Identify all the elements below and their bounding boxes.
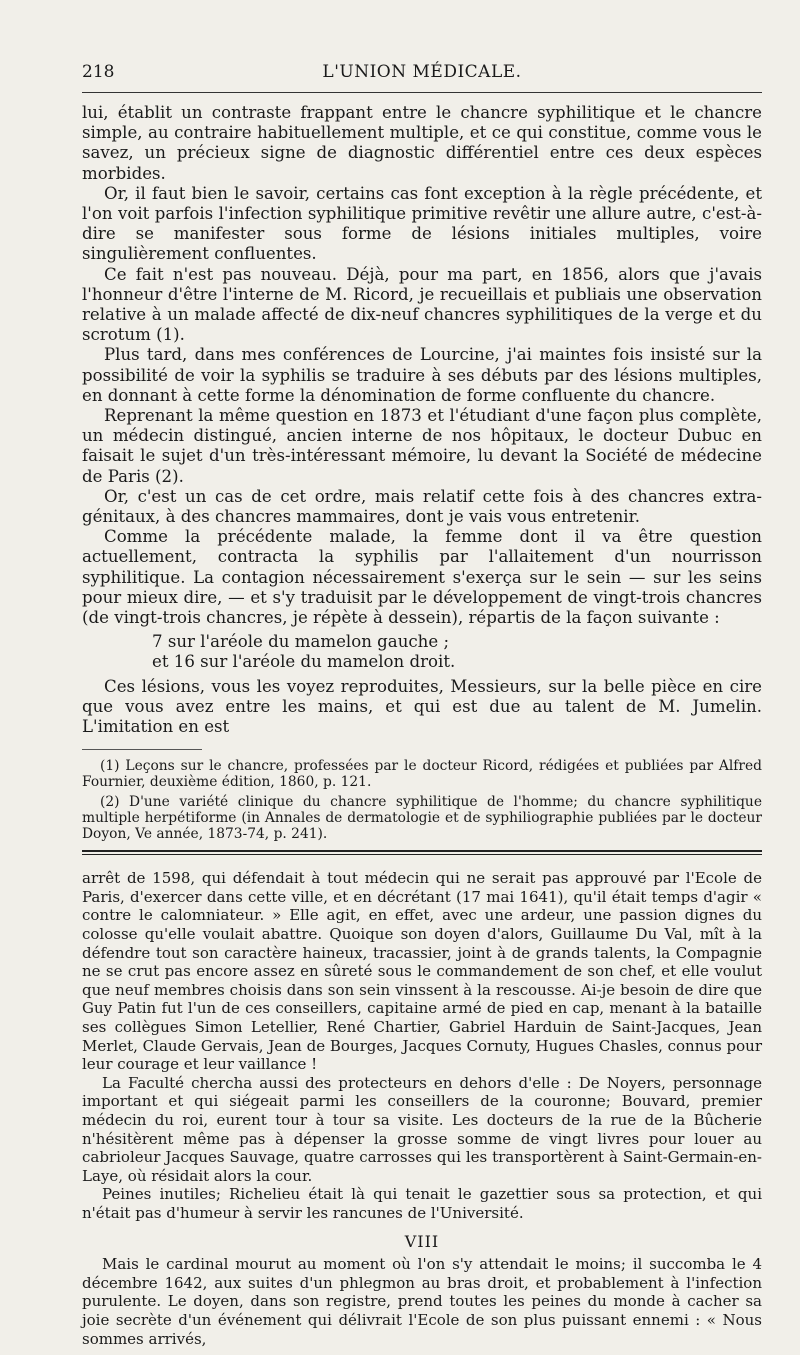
footnote-rule [82, 749, 202, 750]
feuilleton-text [82, 869, 762, 1348]
page [82, 62, 762, 1348]
paragraph: Peines inutiles; Richelieu était là qui tenait le gazettier sous sa protection, et qui n'était pas d'humeur à servir les rancunes de l'Université. [82, 1185, 762, 1222]
page-number: 218 [82, 62, 115, 82]
list-item: et 16 sur l'aréole du mamelon droit. [152, 652, 456, 672]
running-header [82, 62, 762, 93]
footnote: (1) Leçons sur le chancre, professées par le docteur Ricord, rédigées et publiées par Alfred Fournier, deuxième édition, 1860, p. 121. [82, 758, 762, 791]
paragraph: Ces lésions, vous les voyez reproduites, Messieurs, sur la belle pièce en cire que vous avez entre les mains, et qui est due au talent de M. Jumelin. L'imitation en est [82, 676, 762, 737]
footnote: (2) D'une variété clinique du chancre syphilitique de l'homme; du chancre syphilitique multiple herpétiforme (in Annales de dermatologie et de syphiliographie publiées par le docteur Doyon, Ve année, 1873-74, p. 241). [82, 794, 762, 843]
paragraph: Or, il faut bien le savoir, certains cas font exception à la règle précédente, et l'on voit parfois l'infection syphilitique primitive revêtir une allure autre, c'est-à-dire se manifester sous forme de lésions initiales multiples, voire singulièrement confluentes. [82, 183, 762, 264]
paragraph: Comme la précédente malade, la femme dont il va être question actuellement, contracta la syphilis par l'allaitement d'un nourrisson syphilitique. La contagion nécessairement s'exerça sur le sein — sur les seins pour mieux dire, — et s'y traduisit par le développement de vingt-trois chancres (de vingt-trois chancres, je répète à dessein), répartis de la façon suivante : [82, 527, 762, 628]
paragraph: Plus tard, dans mes conférences de Lourcine, j'ai maintes fois insisté sur la possibilité de voir la syphilis se traduire à ses débuts par des lésions multiples, en donnant à cette forme la dénomination de forme confluente du chancre. [82, 345, 762, 405]
paragraph: Or, c'est un cas de cet ordre, mais relatif cette fois à des chancres extra-génitaux, à des chancres mammaires, dont je vais vous entretenir. [82, 486, 762, 527]
main-text [82, 103, 762, 737]
lesion-list [152, 632, 762, 672]
paragraph: Mais le cardinal mourut au moment où l'on s'y attendait le moins; il succomba le 4 décembre 1642, aux suites d'un phlegmon au bras droit, et probablement à l'infection purulente. Le doyen, dans son registre, prend toutes les peines du monde à cacher sa joie secrète d'un événement qui délivrait l'Ecole de son plus puissant ennemi : « Nous sommes arrivés, [82, 1255, 762, 1348]
paragraph: arrêt de 1598, qui défendait à tout médecin qui ne serait pas approuvé par l'Ecole de Paris, d'exercer dans cette ville, et en décrétant (17 mai 1641), qu'il était temps d'agir « contre le calomniateur. » Elle agit, en effet, avec une ardeur, une passion dignes du colosse qu'elle voulait abattre. Quoique son doyen d'alors, Guillaume Du Val, mît à la défendre tout son caractère haineux, tracassier, joint à de grands talents, la Compagnie ne se crut pas encore assez en sûreté sous le commandement de son chef, et elle voulut que neuf membres choisis dans son sein vinssent à la rescousse. Ai-je besoin de dire que Guy Patin fut l'un de ces conseillers, capitaine armé de pied en cap, menant à la bataille ses collègues Simon Letellier, René Chartier, Gabriel Harduin de Saint-Jacques, Jean Merlet, Claude Gervais, Jean de Bourges, Jacques Cornuty, Hugues Chasles, connus pour leur courage et leur vaillance ! [82, 869, 762, 1074]
feuilleton-separator [82, 850, 762, 855]
paragraph: Reprenant la même question en 1873 et l'étudiant d'une façon plus complète, un médecin distingué, ancien interne de nos hôpitaux, le docteur Dubuc en faisait le sujet d'un très-intéressant mémoire, lu devant la Société de médecine de Paris (2). [82, 406, 762, 486]
paragraph: Ce fait n'est pas nouveau. Déjà, pour ma part, en 1856, alors que j'avais l'honneur d'être l'interne de M. Ricord, je recueillais et publiais une observation relative à un malade affecté de dix-neuf chancres syphilitiques de la verge et du scrotum (1). [82, 264, 762, 345]
journal-title: L'UNION MÉDICALE. [322, 62, 522, 82]
paragraph: lui, établit un contraste frappant entre le chancre syphilitique et le chancre simple, au contraire habituellement multiple, et ce qui constitue, comme vous le savez, un précieux signe de diagnostic différentiel entre ces deux espèces morbides. [82, 103, 762, 183]
list-item: 7 sur l'aréole du mamelon gauche ; [152, 632, 450, 652]
paragraph: La Faculté chercha aussi des protecteurs en dehors d'elle : De Noyers, personnage important et qui siégeait parmi les conseillers de la couronne; Bouvard, premier médecin du roi, eurent tour à tour sa visite. Les docteurs de la rue de la Bûcherie n'hésitèrent même pas à dépenser la grosse somme de vingt livres pour louer au cabrioleur Jacques Sauvage, quatre carrosses qui les transportèrent à Saint-Germain-en-Laye, où résidait alors la cour. [82, 1073, 762, 1185]
section-heading: VIII [404, 1231, 440, 1251]
footnotes [82, 758, 762, 842]
